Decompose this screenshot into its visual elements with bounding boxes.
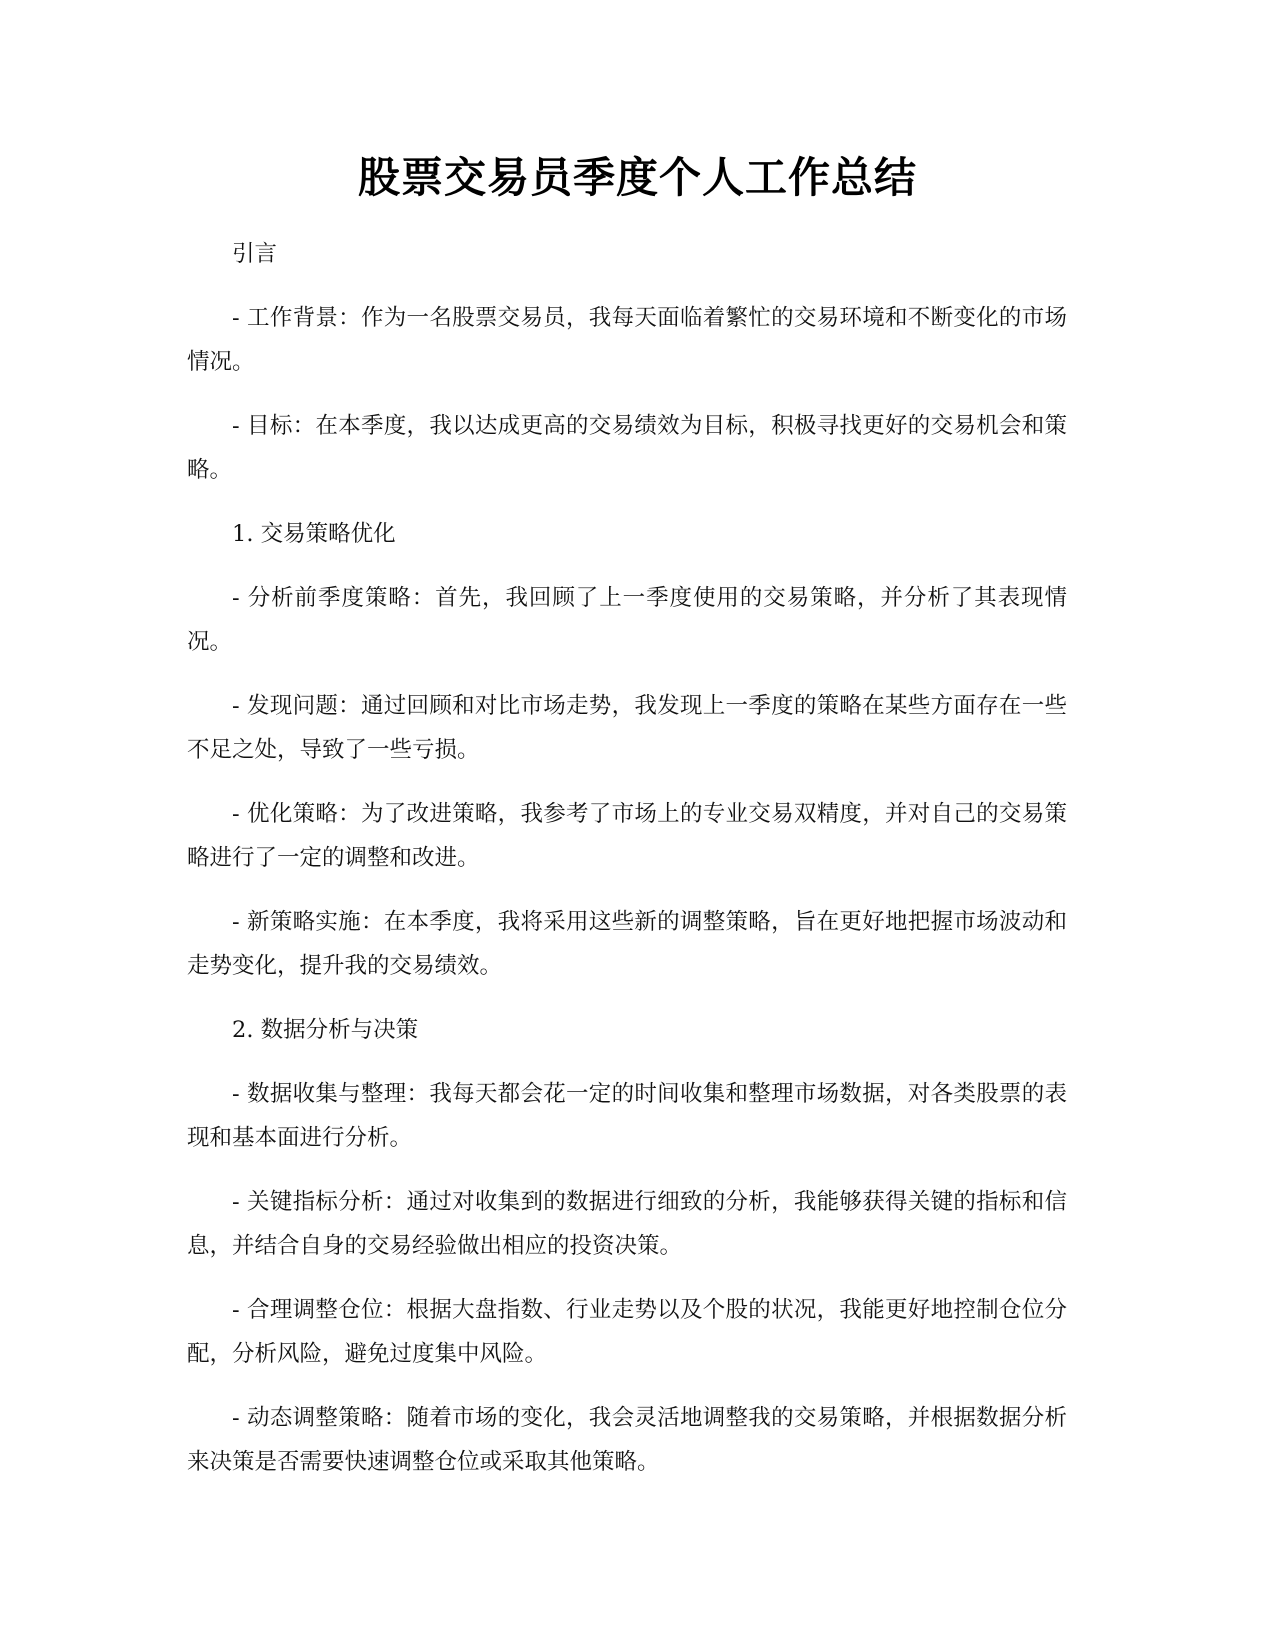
section-heading-strategy-optimization: 1. 交易策略优化 <box>232 521 396 547</box>
paragraph-data-collection: - 数据收集与整理：我每天都会花一定的时间收集和整理市场数据，对各类股票的表现和基本面进行分析。 <box>187 1081 1067 1151</box>
paragraph-position-adjustment: - 合理调整仓位：根据大盘指数、行业走势以及个股的状况，我能更好地控制仓位分配，分析风险，避免过度集中风险。 <box>187 1297 1067 1367</box>
paragraph-analyze-previous-strategy: - 分析前季度策略：首先，我回顾了上一季度使用的交易策略，并分析了其表现情况。 <box>187 585 1067 655</box>
paragraph-new-strategy-implementation: - 新策略实施：在本季度，我将采用这些新的调整策略，旨在更好地把握市场波动和走势变化，提升我的交易绩效。 <box>187 909 1067 979</box>
paragraph-goal: - 目标：在本季度，我以达成更高的交易绩效为目标，积极寻找更好的交易机会和策略。 <box>187 413 1067 483</box>
document-title: 股票交易员季度个人工作总结 <box>357 153 917 202</box>
paragraph-dynamic-strategy-adjustment: - 动态调整策略：随着市场的变化，我会灵活地调整我的交易策略，并根据数据分析来决策是否需要快速调整仓位或采取其他策略。 <box>187 1405 1067 1475</box>
paragraph-find-problems: - 发现问题：通过回顾和对比市场走势，我发现上一季度的策略在某些方面存在一些不足之处，导致了一些亏损。 <box>187 693 1067 763</box>
paragraph-intro-heading: 引言 <box>232 241 278 267</box>
document-body <box>187 232 1067 1504</box>
section-heading-data-analysis: 2. 数据分析与决策 <box>232 1017 419 1043</box>
paragraph-work-background: - 工作背景：作为一名股票交易员，我每天面临着繁忙的交易环境和不断变化的市场情况。 <box>187 305 1067 375</box>
paragraph-optimize-strategy: - 优化策略：为了改进策略，我参考了市场上的专业交易双精度，并对自己的交易策略进行了一定的调整和改进。 <box>187 801 1067 871</box>
paragraph-key-indicator-analysis: - 关键指标分析：通过对收集到的数据进行细致的分析，我能够获得关键的指标和信息，并结合自身的交易经验做出相应的投资决策。 <box>187 1189 1067 1259</box>
